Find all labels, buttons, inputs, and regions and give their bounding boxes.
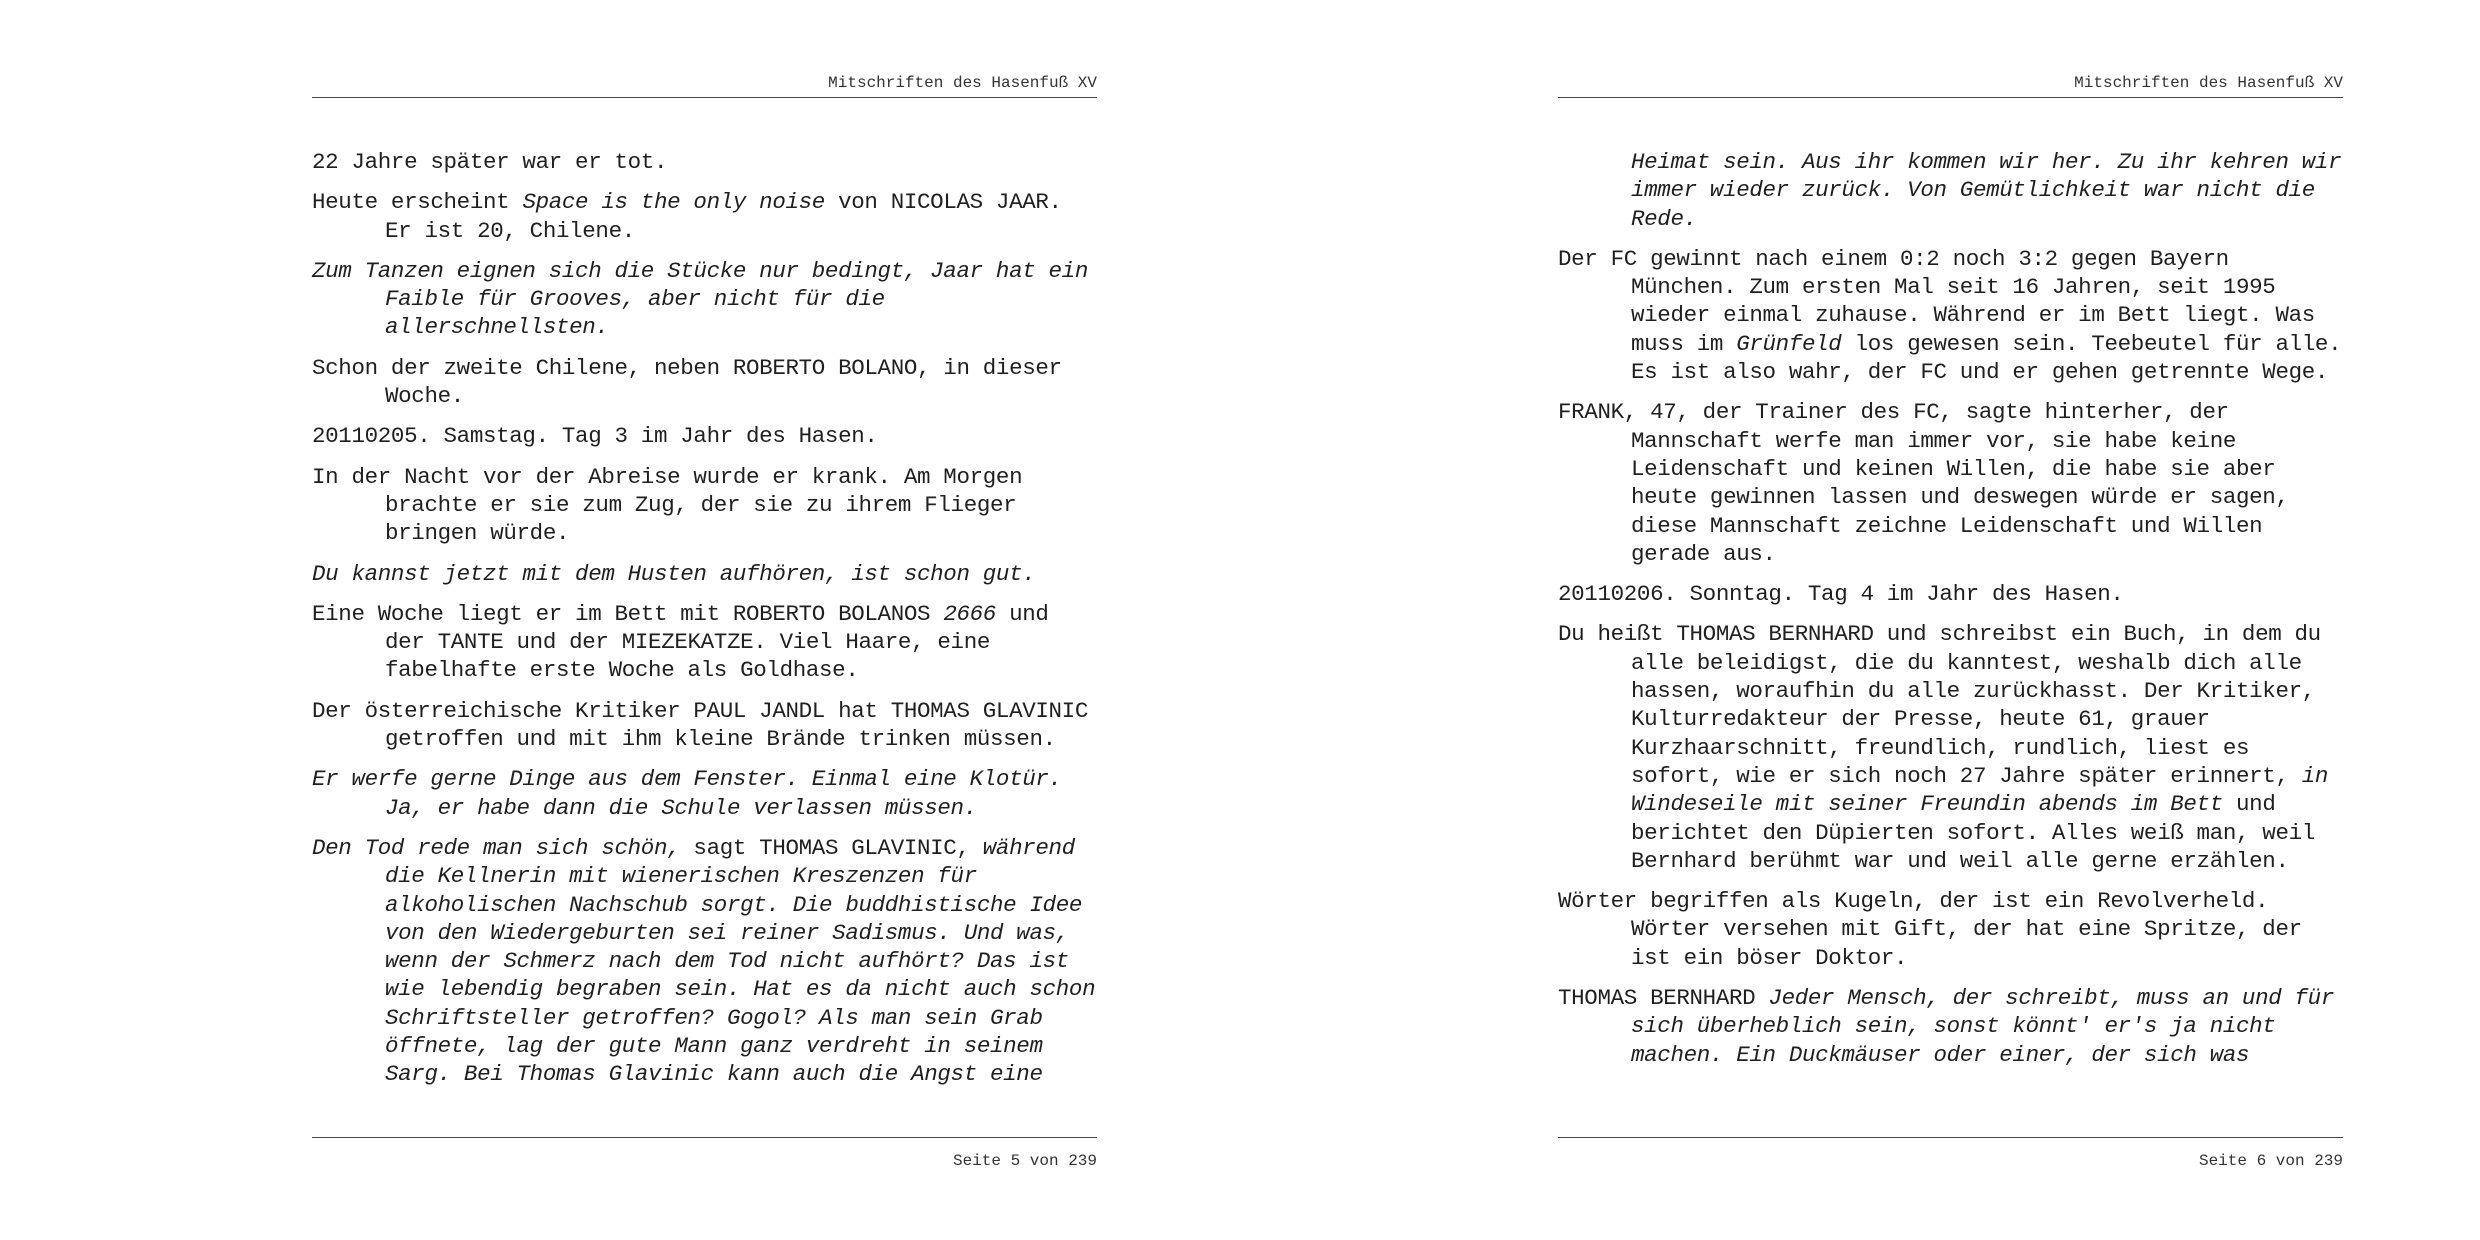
- text-run: und der TANTE und der MIEZEKATZE. Viel Haare, eine fabelhafte erste Woche als Goldhase.: [385, 600, 1049, 684]
- text-run: 20110205. Samstag. Tag 3 im Jahr des Hasen.: [312, 423, 878, 450]
- page-left: [312, 0, 1097, 1240]
- running-header: Mitschriften des Hasenfuß XV: [828, 74, 1097, 92]
- text-run: THOMAS BERNHARD: [1558, 985, 1769, 1012]
- running-header: Mitschriften des Hasenfuß XV: [2074, 74, 2343, 92]
- text-run: FRANK, 47, der Trainer des FC, sagte hinterher, der Mannschaft werfe man immer vor, sie habe keine Leidenschaft und keinen Willen, die habe sie aber heute gewinnen lassen und deswegen würde er sagen, diese Mannschaft zeichne Leidenschaft und Willen gerade aus.: [1558, 399, 2289, 567]
- header-rule: [312, 97, 1097, 98]
- italic-text-run: in Windeseile mit seiner Freundin abends im Bett: [1631, 762, 2329, 818]
- italic-text-run: Er werfe gerne Dinge aus dem Fenster. Einmal eine Klotür. Ja, er habe dann die Schule verlassen müssen.: [312, 766, 1062, 821]
- text-paragraph: [1558, 148, 2343, 233]
- text-paragraph: [1558, 398, 2343, 568]
- text-paragraph: [312, 600, 1097, 685]
- italic-text-run: Zum Tanzen eignen sich die Stücke nur bedingt, Jaar hat ein Faible für Grooves, aber nicht für die allerschnellsten.: [312, 257, 1088, 341]
- italic-text-run: Grünfeld: [1736, 330, 1842, 357]
- italic-text-run: Heimat sein. Aus ihr kommen wir her. Zu ihr kehren wir immer wieder zurück. Von Gemütlichkeit war nicht die Rede.: [1631, 149, 2342, 232]
- text-run: Schon der zweite Chilene, neben ROBERTO BOLANO, in dieser Woche.: [312, 354, 1062, 410]
- page-right: [1558, 0, 2343, 1240]
- text-paragraph: [312, 148, 1097, 176]
- text-run: 20110206. Sonntag. Tag 4 im Jahr des Hasen.: [1558, 581, 2124, 608]
- text-paragraph: [312, 560, 1097, 588]
- italic-text-run: 2666: [943, 600, 996, 627]
- text-paragraph: [312, 697, 1097, 754]
- header-rule: [1558, 97, 2343, 98]
- text-paragraph: [312, 188, 1097, 245]
- text-paragraph: [312, 257, 1097, 342]
- footer-rule: [1558, 1137, 2343, 1138]
- italic-text-run: Den Tod rede man sich schön,: [312, 834, 681, 861]
- italic-text-run: Space is the only noise: [522, 189, 825, 216]
- text-run: Eine Woche liegt er im Bett mit ROBERTO BOLANOS: [312, 600, 944, 627]
- text-paragraph: [1558, 580, 2343, 608]
- text-run: von NICOLAS JAAR. Er ist 20, Chilene.: [385, 189, 1062, 244]
- text-run: In der Nacht vor der Abreise wurde er krank. Am Morgen brachte er sie zum Zug, der sie zu ihrem Flieger bringen würde.: [312, 463, 1023, 547]
- text-paragraph: [1558, 887, 2343, 972]
- text-paragraph: [312, 765, 1097, 822]
- text-paragraph: [312, 463, 1097, 548]
- text-paragraph: [1558, 984, 2343, 1069]
- text-run: los gewesen sein. Teebeutel für alle. Es ist also wahr, der FC und er gehen getrennte Wege.: [1631, 330, 2342, 386]
- text-run: und berichtet den Düpierten sofort. Alles weiß man, weil Bernhard berühmt war und weil alle gerne erzählen.: [1631, 791, 2315, 874]
- text-run: sagt THOMAS GLAVINIC,: [680, 834, 983, 861]
- italic-text-run: Jeder Mensch, der schreibt, muss an und für sich überheblich sein, sonst könnt' er's ja nicht machen. Ein Duckmäuser oder einer, der sich was: [1631, 985, 2334, 1068]
- text-paragraph: [312, 422, 1097, 450]
- footer-rule: [312, 1137, 1097, 1138]
- text-run: 22 Jahre später war er tot.: [312, 149, 668, 175]
- italic-text-run: während die Kellnerin mit wienerischen Kreszenzen für alkoholischen Nachschub sorgt. Die buddhistische Idee von den Wiedergeburten sei reiner Sadismus. Und was, wenn der Schmerz nach dem Tod nicht aufhört? Das ist wie lebendig begraben sein. Hat es da nicht auch schon Schriftsteller getroffen? Gogol? Als man sein Grab öffnete, lag der gute Mann ganz verdreht in seinem Sarg. Bei Thomas Glavinic kann auch die Angst eine: [385, 834, 1096, 1088]
- page-number: Seite 5 von 239: [952, 1152, 1097, 1170]
- text-paragraph: [312, 834, 1097, 1089]
- page-body: [1558, 148, 2343, 1081]
- page-number: Seite 6 von 239: [2198, 1152, 2343, 1170]
- page-body: [312, 148, 1097, 1101]
- text-run: Der österreichische Kritiker PAUL JANDL hat THOMAS GLAVINIC getroffen und mit ihm kleine Brände trinken müssen.: [312, 697, 1088, 753]
- text-run: Heute erscheint: [312, 189, 523, 216]
- text-paragraph: [312, 354, 1097, 411]
- text-paragraph: [1558, 620, 2343, 875]
- text-run: Der FC gewinnt nach einem 0:2 noch 3:2 gegen Bayern München. Zum ersten Mal seit 16 Jahren, seit 1995 wieder einmal zuhause. Während er im Bett liegt. Was muss im: [1558, 245, 2315, 357]
- italic-text-run: Du kannst jetzt mit dem Husten aufhören, ist schon gut.: [312, 560, 1036, 587]
- text-run: Wörter begriffen als Kugeln, der ist ein Revolverheld. Wörter versehen mit Gift, der hat eine Spritze, der ist ein böser Doktor.: [1558, 888, 2302, 971]
- text-run: Du heißt THOMAS BERNHARD und schreibst ein Buch, in dem du alle beleidigst, die du kanntest, weshalb dich alle hassen, woraufhin du alle zurückhasst. Der Kritiker, Kulturredakteur der Presse, heute 61, grauer Kurzhaarschnitt, freundlich, rundlich, liest es sofort, wie er sich noch 27 Jahre später erinnert,: [1558, 621, 2321, 789]
- text-paragraph: [1558, 245, 2343, 386]
